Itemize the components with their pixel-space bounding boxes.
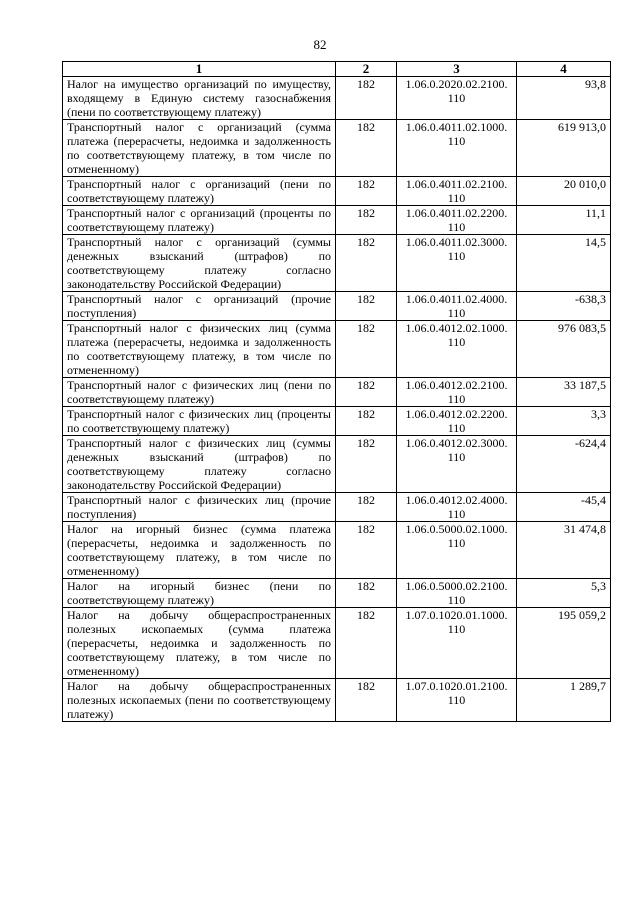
row-name: Транспортный налог с физических лиц (суммы денежных взысканий (штрафов) по соответствующему платежу согласно законодательству Российской Федерации) — [63, 436, 336, 493]
row-name: Транспортный налог с организаций (суммы денежных взысканий (штрафов) по соответствующему платежу согласно законодательству Российской Федерации) — [63, 235, 336, 292]
row-kbk-code: 1.06.0.4011.02.2200. 110 — [397, 206, 517, 235]
table-row — [63, 608, 611, 679]
row-amount: 1 289,7 — [517, 679, 611, 722]
row-kbk-code: 1.06.0.4012.02.2100. 110 — [397, 378, 517, 407]
row-amount: 33 187,5 — [517, 378, 611, 407]
page-number: 82 — [313, 37, 327, 52]
row-kbk-code: 1.06.0.5000.02.1000. 110 — [397, 522, 517, 579]
row-name: Транспортный налог с физических лиц (сумма платежа (перерасчеты, недоимка и задолженность по соответствующему платежу, в том числе по отмененному) — [63, 321, 336, 378]
row-admin-code: 182 — [336, 77, 397, 120]
row-amount: -45,4 — [517, 493, 611, 522]
row-amount: 31 474,8 — [517, 522, 611, 579]
row-amount: -624,4 — [517, 436, 611, 493]
row-admin-code: 182 — [336, 235, 397, 292]
row-name: Налог на игорный бизнес (сумма платежа (перерасчеты, недоимка и задолженность по соответствующему платежу, в том числе по отмененному) — [63, 522, 336, 579]
table-row — [63, 493, 611, 522]
row-amount: 5,3 — [517, 579, 611, 608]
header-col-1: 1 — [63, 62, 336, 77]
row-name: Налог на имущество организаций по имуществу, входящему в Единую систему газоснабжения (пени по соответствующему платежу) — [63, 77, 336, 120]
table-row — [63, 679, 611, 722]
row-amount: 20 010,0 — [517, 177, 611, 206]
revenue-table — [62, 61, 611, 722]
row-admin-code: 182 — [336, 522, 397, 579]
row-admin-code: 182 — [336, 679, 397, 722]
header-col-3: 3 — [397, 62, 517, 77]
table-row — [63, 177, 611, 206]
row-amount: 976 083,5 — [517, 321, 611, 378]
row-kbk-code: 1.06.0.4012.02.1000. 110 — [397, 321, 517, 378]
row-amount: 14,5 — [517, 235, 611, 292]
row-kbk-code: 1.06.0.4011.02.2100. 110 — [397, 177, 517, 206]
row-kbk-code: 1.06.0.4011.02.4000. 110 — [397, 292, 517, 321]
row-name: Налог на игорный бизнес (пени по соответствующему платежу) — [63, 579, 336, 608]
row-kbk-code: 1.06.0.4012.02.2200. 110 — [397, 407, 517, 436]
row-kbk-code: 1.07.0.1020.01.1000. 110 — [397, 608, 517, 679]
table-row — [63, 77, 611, 120]
row-amount: -638,3 — [517, 292, 611, 321]
row-name: Транспортный налог с организаций (сумма платежа (перерасчеты, недоимка и задолженность по соответствующему платежу, в том числе по отмененному) — [63, 120, 336, 177]
row-kbk-code: 1.06.0.5000.02.2100. 110 — [397, 579, 517, 608]
row-amount: 195 059,2 — [517, 608, 611, 679]
row-admin-code: 182 — [336, 120, 397, 177]
row-kbk-code: 1.06.0.2020.02.2100. 110 — [397, 77, 517, 120]
table-row — [63, 407, 611, 436]
row-name: Транспортный налог с организаций (прочие поступления) — [63, 292, 336, 321]
row-admin-code: 182 — [336, 493, 397, 522]
header-col-4: 4 — [517, 62, 611, 77]
table-header-row — [63, 62, 611, 77]
row-admin-code: 182 — [336, 206, 397, 235]
row-kbk-code: 1.06.0.4012.02.4000. 110 — [397, 493, 517, 522]
row-name: Транспортный налог с физических лиц (пени по соответствующему платежу) — [63, 378, 336, 407]
row-amount: 3,3 — [517, 407, 611, 436]
row-admin-code: 182 — [336, 608, 397, 679]
row-name: Транспортный налог с организаций (проценты по соответствующему платежу) — [63, 206, 336, 235]
row-name: Налог на добычу общераспространенных полезных ископаемых (пени по соответствующему платежу) — [63, 679, 336, 722]
table-row — [63, 120, 611, 177]
row-admin-code: 182 — [336, 321, 397, 378]
row-amount: 619 913,0 — [517, 120, 611, 177]
table-row — [63, 378, 611, 407]
row-name: Транспортный налог с физических лиц (прочие поступления) — [63, 493, 336, 522]
row-name: Транспортный налог с физических лиц (проценты по соответствующему платежу) — [63, 407, 336, 436]
table-row — [63, 579, 611, 608]
table-row — [63, 206, 611, 235]
row-admin-code: 182 — [336, 436, 397, 493]
table-row — [63, 235, 611, 292]
row-name: Налог на добычу общераспространенных полезных ископаемых (сумма платежа (перерасчеты, недоимка и задолженность по соответствующему платежу, в том числе по отмененному) — [63, 608, 336, 679]
table-row — [63, 321, 611, 378]
row-kbk-code: 1.06.0.4011.02.3000. 110 — [397, 235, 517, 292]
row-admin-code: 182 — [336, 579, 397, 608]
row-admin-code: 182 — [336, 378, 397, 407]
row-kbk-code: 1.06.0.4011.02.1000. 110 — [397, 120, 517, 177]
row-admin-code: 182 — [336, 407, 397, 436]
table-row — [63, 436, 611, 493]
row-amount: 93,8 — [517, 77, 611, 120]
row-admin-code: 182 — [336, 292, 397, 321]
table-row — [63, 292, 611, 321]
header-col-2: 2 — [336, 62, 397, 77]
row-admin-code: 182 — [336, 177, 397, 206]
row-kbk-code: 1.07.0.1020.01.2100. 110 — [397, 679, 517, 722]
row-amount: 11,1 — [517, 206, 611, 235]
table-row — [63, 522, 611, 579]
row-name: Транспортный налог с организаций (пени по соответствующему платежу) — [63, 177, 336, 206]
row-kbk-code: 1.06.0.4012.02.3000. 110 — [397, 436, 517, 493]
